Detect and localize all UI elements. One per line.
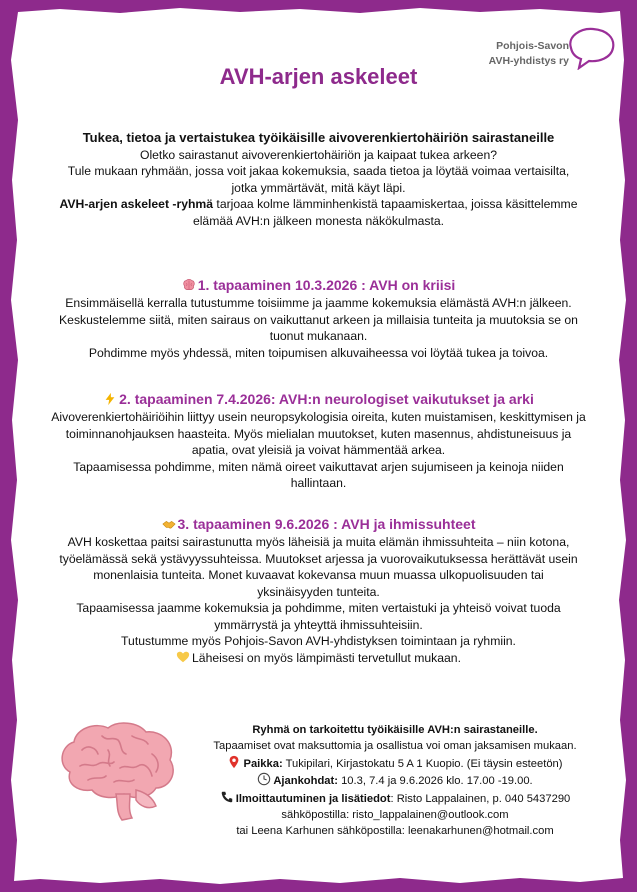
meeting-1-line-2: Keskustelemme siitä, miten sairaus on vaikuttanut arkeen ja millaisia tunteita ja muutoksia se on [59,312,578,327]
meeting-1-line-3: tuonut mukanaan. [269,329,368,343]
intro-line-2: Tule mukaan ryhmään, jossa voit jakaa kokemuksia, saada tietoa ja löytää voimaa vertaisilta, [67,164,570,178]
meeting-3-line-3: monenlaisia tunteita. Monet kuvaavat kokevansa muun muassa ulkopuolisuuden tai [93,568,544,582]
phone-icon [220,790,234,804]
clock-icon [257,772,271,786]
brain-icon [182,278,196,292]
footer-contact [180,790,610,807]
intro-line-5: elämää AVH:n jälkeen monesta näkökulmasta. [192,213,445,228]
footer-info [180,722,610,840]
page-title: AVH-arjen askeleet [219,64,418,89]
lightning-icon [103,392,117,406]
meeting-2-line-2: toiminnanohjauksen haasteita. Myös mielialan muutokset, kuten masennus, ahdistuneisuus ja [65,426,572,441]
meeting-3-heading [24,514,613,534]
intro-section [24,130,613,229]
meeting-2-line-1: Aivoverenkiertohäiriöihin liittyy usein neuropsykologisia oireita, kuten muistamisen, keskittymisen ja [51,410,586,424]
meeting-2-line-4: Tapaamisessa pohdimme, miten nämä oireet vaikuttavat arjen sujumiseen ja keinoja niiden [73,459,564,474]
footer-line-1: Ryhmä on tarkoitettu työikäisille AVH:n sairastaneille. [252,724,538,736]
intro-line-1: Oletko sairastanut aivoverenkiertohäiriön ja kaipaat tukea arkeen? [139,147,498,162]
org-line-2: AVH-yhdistys ry [488,55,569,67]
intro-heading: Tukea, tietoa ja vertaistukea työikäisille aivoverenkiertohäiriön sairastaneille [82,130,555,145]
meeting-2-title: 2. tapaaminen 7.4.2026: AVH:n neurologiset vaikutukset ja arki [119,391,534,407]
meeting-1-title: 1. tapaaminen 10.3.2026 : AVH on kriisi [197,277,456,293]
intro-line-3: jotka ymmärtävät, mitä käyt läpi. [231,180,406,195]
meeting-2-section [24,389,613,492]
time-value: 10.3, 7.4 ja 9.6.2026 klo. 17.00 -19.00. [337,775,533,788]
meeting-3-line-8-text: Läheisesi on myös lämpimästi tervetullut mukaan. [192,650,461,665]
footer-email-2[interactable]: tai Leena Karhunen sähköpostilla: leenakarhunen@hotmail.com [236,825,554,838]
place-value: Tukipilari, Kirjastokatu 5 A 1 Kuopio. (Ei täysin esteetön) [282,757,563,770]
meeting-3-title: 3. tapaaminen 9.6.2026 : AVH ja ihmissuhteet [177,516,476,532]
meeting-3-line-7: Tutustumme myös Pohjois-Savon AVH-yhdistyksen toimintaan ja ryhmiin. [121,634,516,648]
meeting-3-line-1: AVH koskettaa paitsi sairastunutta myös läheisiä ja muita elämän ihmissuhteita – niin kotona, [67,535,570,549]
meeting-3-line-4: yksinäisyyden tunteita. [257,584,380,599]
meeting-1-line-1: Ensimmäisellä kerralla tutustumme toisiimme ja jaamme kokemuksia elämästä AVH:n jälkeen. [65,296,572,310]
handshake-icon [162,517,176,531]
org-line-1: Pohjois-Savon [496,40,569,52]
time-label: Ajankohdat: [273,775,338,788]
intro-line-4-rest: tarjoaa kolme lämminhenkistä tapaamiskertaa, joissa käsittelemme [213,197,578,211]
contact-label: Ilmoittautuminen ja lisätiedot [235,792,391,805]
meeting-1-line-4: Pohdimme myös yhdessä, miten toipumisen alkuvaiheessa voi löytää tukea ja toivoa. [88,345,549,360]
meeting-3-line-2: työelämässä sekä ystävyyssuhteissa. Muutokset arjessa ja vuorovaikutuksessa herättävät usein [59,551,578,566]
pin-icon [227,755,241,769]
meeting-3-line-6: ymmärrystä ja yhteyttä ihmissuhteisiin. [214,617,423,632]
intro-line-4 [24,196,613,213]
brain-illustration-icon [52,714,182,824]
footer-line-2: Tapaamiset ovat maksuttomia ja osallistua voi oman jaksamisen mukaan. [213,740,577,753]
meeting-1-section [24,275,613,361]
meeting-3-section [24,514,613,666]
meeting-2-line-3: apatia, ovat yleisiä ja voivat hämmentää arkea. [191,443,446,457]
group-name: AVH-arjen askeleet -ryhmä [59,197,214,211]
contact-value: : Risto Lappalainen, p. 040 5437290 [390,792,571,805]
yellow-heart-icon [176,650,190,664]
meeting-3-line-5: Tapaamisessa jaamme kokemuksia ja pohdimme, miten vertaistuki ja yhteisö voivat tuoda [76,601,561,615]
place-label: Paikka: [243,757,283,770]
meeting-3-line-8 [24,650,613,667]
footer-email-1[interactable]: sähköpostilla: risto_lappalainen@outlook.com [281,809,509,822]
footer-time [180,772,610,789]
meeting-2-line-5: hallintaan. [290,476,347,490]
meeting-1-heading [24,275,613,295]
meeting-2-heading [24,389,613,409]
footer-place [180,755,610,772]
